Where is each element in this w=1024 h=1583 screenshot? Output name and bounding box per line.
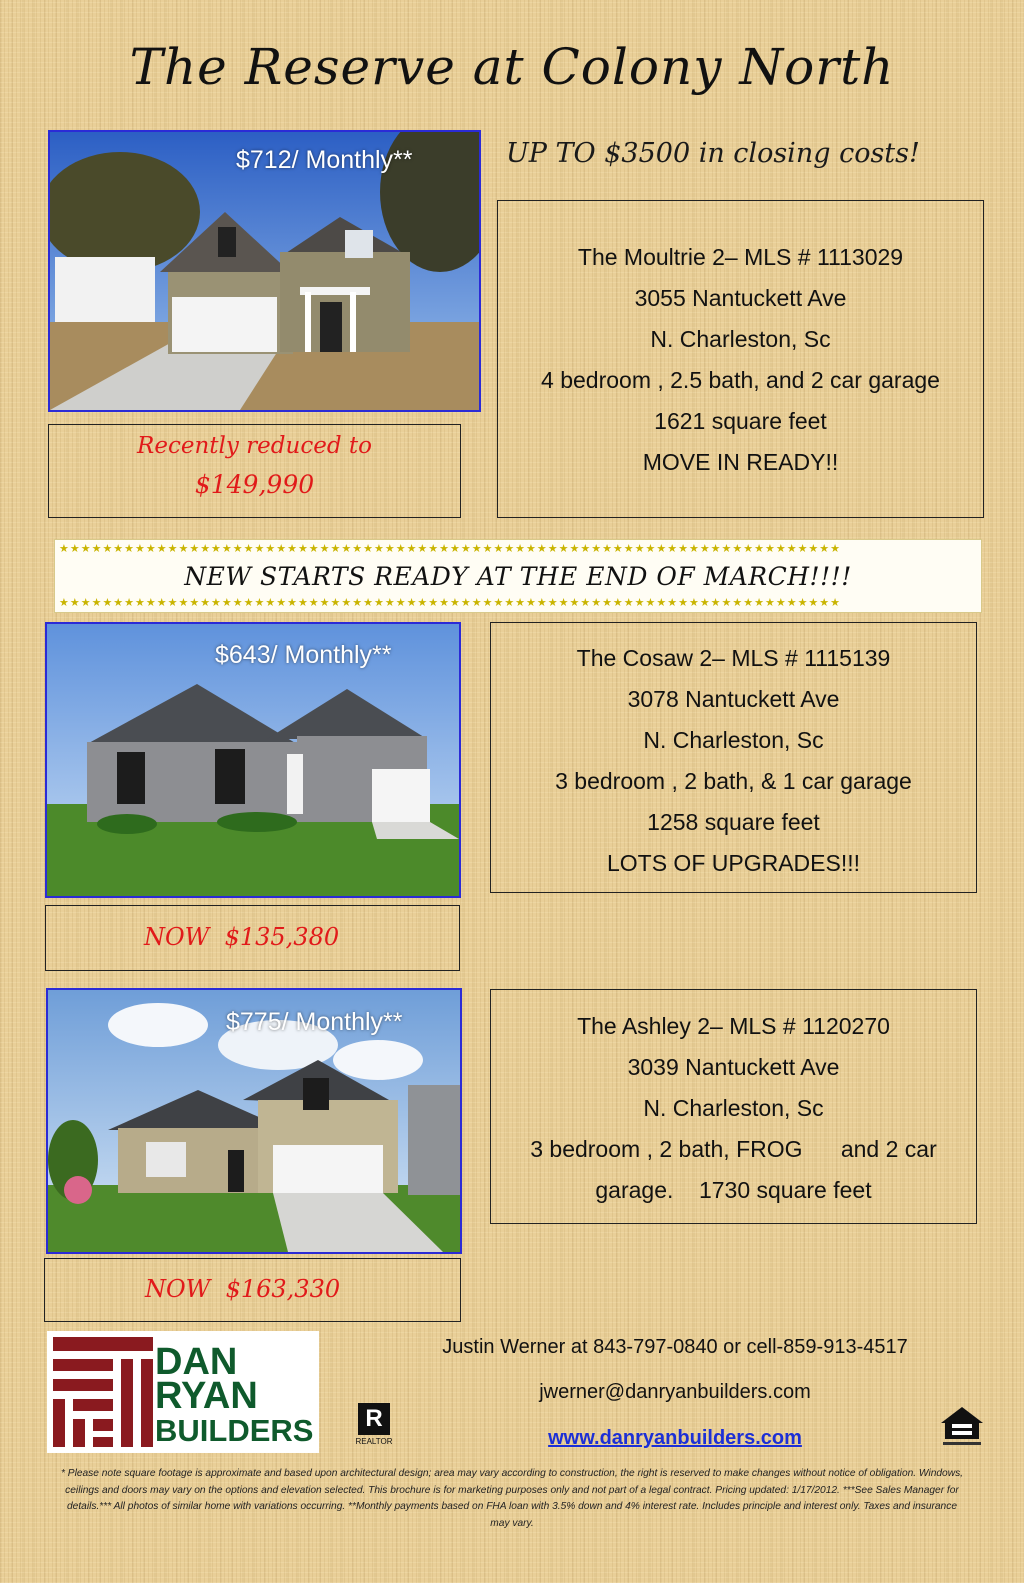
house-photo-ashley <box>46 988 462 1254</box>
new-starts-banner <box>54 539 982 613</box>
listing-features: 3 bedroom , 2 bath, FROG and 2 car <box>530 1136 937 1162</box>
star-border-top-icon: ★★★★★★★★★★★★★★★★★★★★★★★★★★★★★★★★★★★★★★★★★★★★★★★★★★★★★★★★★★★★★★★★★★★★★★★★ <box>59 543 842 555</box>
closing-cost-promo: UP TO $3500 in closing costs! <box>506 138 920 169</box>
page-title: The Reserve at Colony North <box>129 38 895 96</box>
new-starts-text: NEW STARTS READY AT THE END OF MARCH!!!! <box>184 562 852 591</box>
price-box-cosaw <box>45 905 460 971</box>
listing-info-cosaw <box>490 622 977 893</box>
house-photo-cosaw <box>45 622 461 898</box>
price-value: $149,990 <box>194 470 315 499</box>
listing-features: 3 bedroom , 2 bath, & 1 car garage <box>555 768 912 794</box>
listing-model-mls: The Cosaw 2– MLS # 1115139 <box>576 645 891 671</box>
listing-city: N. Charleston, Sc <box>643 1095 824 1121</box>
price-box-moultrie <box>48 424 461 518</box>
website-link[interactable]: www.danryanbuilders.com <box>548 1427 802 1449</box>
listing-features: 4 bedroom , 2.5 bath, and 2 car garage <box>541 367 940 393</box>
realtor-r-icon: R <box>358 1403 390 1435</box>
listing-info-ashley <box>490 989 977 1224</box>
realtor-label: REALTOR <box>355 1437 393 1446</box>
listing-info-moultrie <box>497 200 984 518</box>
price-reduced-label: Recently reduced to <box>137 433 372 459</box>
price-value: NOW $135,380 <box>144 923 340 951</box>
house-photo-moultrie <box>48 130 481 412</box>
listing-city: N. Charleston, Sc <box>650 326 831 352</box>
listing-city: N. Charleston, Sc <box>643 727 824 753</box>
website-container <box>330 1427 1020 1450</box>
listing-model-mls: The Moultrie 2– MLS # 1113029 <box>577 244 904 270</box>
listing-note: LOTS OF UPGRADES!!! <box>606 850 861 876</box>
listing-address: 3055 Nantuckett Ave <box>634 285 847 311</box>
contact-email[interactable]: jwerner@danryanbuilders.com <box>539 1381 811 1403</box>
dan-ryan-builders-logo <box>47 1331 319 1453</box>
monthly-payment-label: $712/ Monthly** <box>236 146 413 174</box>
monthly-payment-label: $643/ Monthly** <box>215 641 392 669</box>
listing-address: 3078 Nantuckett Ave <box>627 686 840 712</box>
price-value: NOW $163,330 <box>145 1275 341 1303</box>
logo-mark-icon <box>53 1337 153 1447</box>
price-box-ashley <box>44 1258 461 1322</box>
listing-model-mls: The Ashley 2– MLS # 1120270 <box>577 1013 890 1039</box>
listing-sqft: 1258 square feet <box>647 809 820 835</box>
listing-sqft: garage. 1730 square feet <box>595 1177 872 1203</box>
listing-address: 3039 Nantuckett Ave <box>627 1054 840 1080</box>
logo-text-ryan: RYAN <box>155 1375 258 1417</box>
disclaimer-text: * Please note square footage is approximate and based upon architectural design; area may vary according to construction, the right is reserved to make changes without notice of obligation. Windows, ceilings and doors may vary on the options and elevation selected. This brochure is for marketing purposes only and not part of a legal contract. Pricing updated: 1/17/2012. ***See Sales Manager for details.*** All photos of similar home with variations occurring. **Monthly payments based on FHA loan with 3.5% down and 4% interest rate. Includes principle and interest only. Taxes and insurance may vary. <box>60 1468 964 1529</box>
listing-note: MOVE IN READY!! <box>642 449 839 475</box>
listing-sqft: 1621 square feet <box>654 408 827 434</box>
logo-text-dan: DAN <box>155 1341 238 1383</box>
contact-phone: Justin Werner at 843-797-0840 or cell-859-913-4517 <box>442 1336 908 1358</box>
logo-text-builders: BUILDERS <box>155 1413 314 1448</box>
monthly-payment-label: $775/ Monthly** <box>226 1008 403 1036</box>
star-border-bottom-icon: ★★★★★★★★★★★★★★★★★★★★★★★★★★★★★★★★★★★★★★★★★★★★★★★★★★★★★★★★★★★★★★★★★★★★★★★★ <box>59 597 842 609</box>
